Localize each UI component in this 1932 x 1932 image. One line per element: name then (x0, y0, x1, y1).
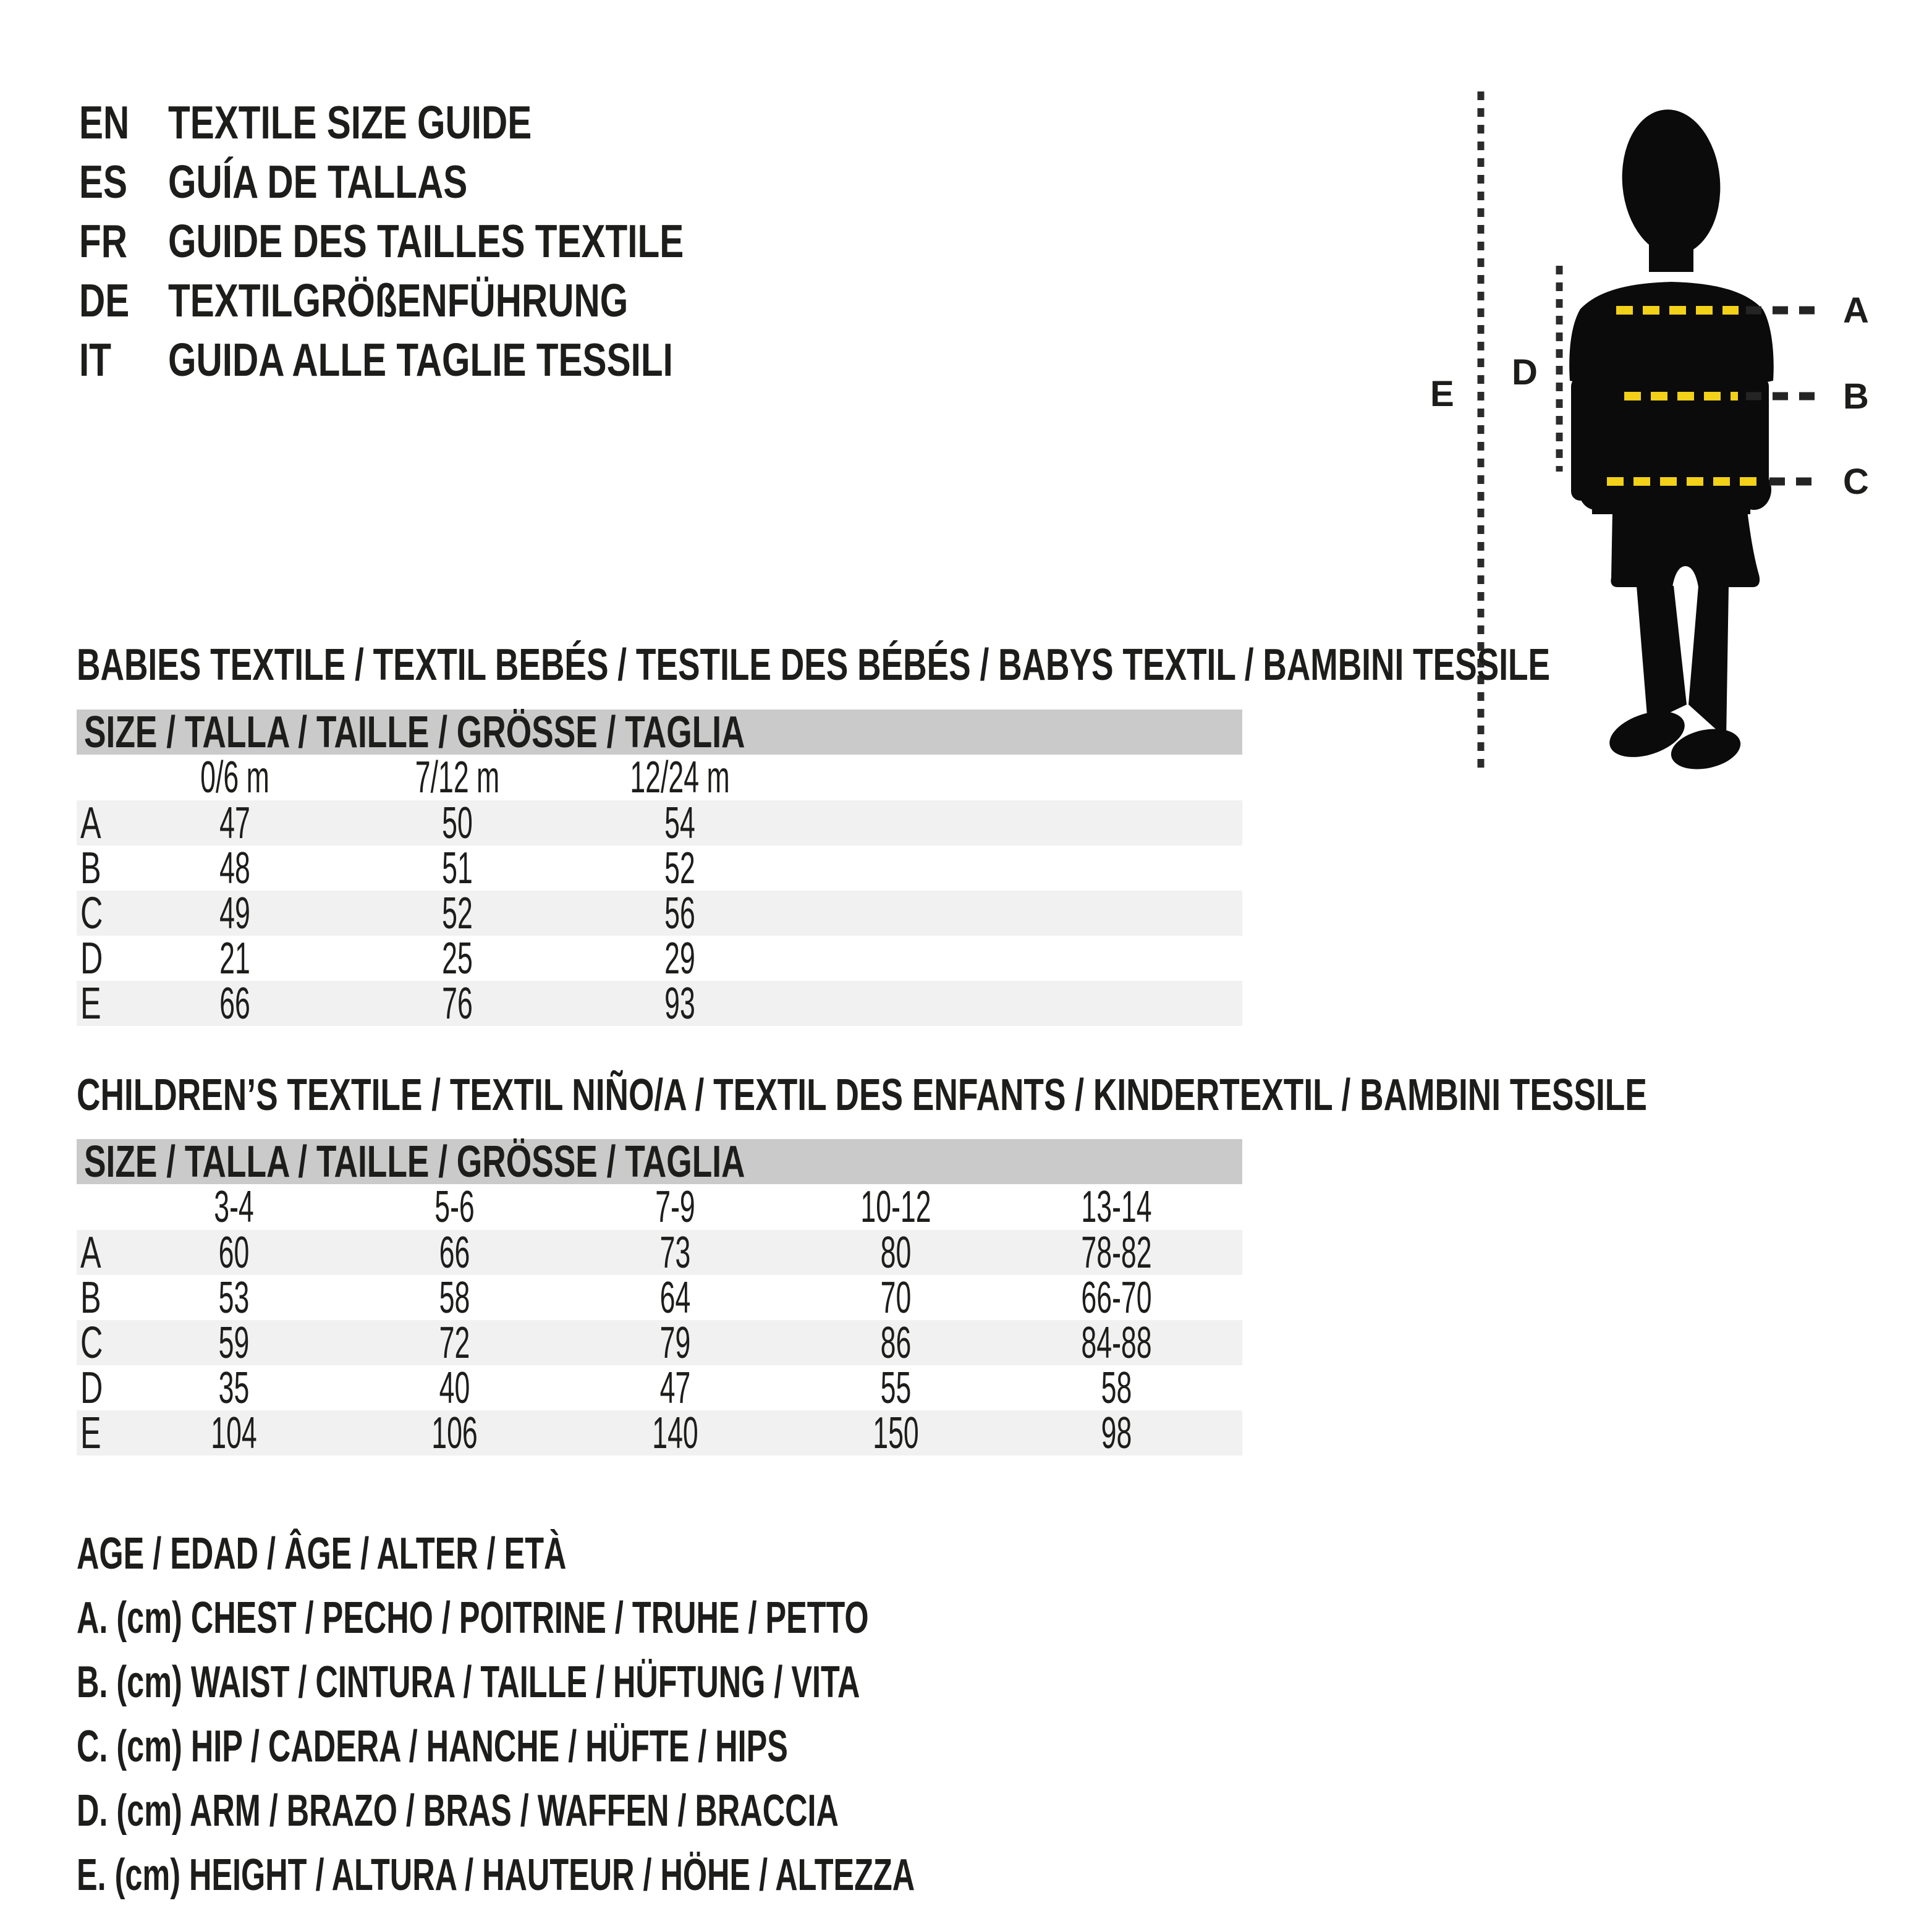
language-title: GUIDA ALLE TAGLIE TESSILI (168, 334, 673, 386)
column-header: 5-6 (434, 1182, 475, 1232)
table-cell: 60 (218, 1227, 250, 1277)
language-row-it (79, 330, 673, 389)
table-cell: 48 (219, 843, 250, 893)
table-cell: 54 (664, 798, 695, 848)
babies-table-header (77, 707, 1242, 757)
column-header: 7/12 m (415, 753, 500, 802)
table-cell: 140 (652, 1408, 698, 1458)
table-cell: 106 (431, 1408, 478, 1458)
table-cell: 52 (664, 843, 695, 893)
table-cell: 86 (880, 1318, 912, 1368)
table-cell: 59 (218, 1318, 250, 1368)
figure-label-e: E (1430, 374, 1454, 414)
table-cell: 25 (442, 933, 473, 983)
babies-section-heading (77, 640, 1932, 690)
column-header: 10-12 (860, 1182, 931, 1232)
table-cell: 78-82 (1081, 1227, 1152, 1277)
language-title: GUÍA DE TALLAS (168, 156, 468, 208)
table-row (77, 1273, 1242, 1323)
language-code: FR (79, 215, 127, 267)
figure-label-c: C (1843, 462, 1869, 502)
table-cell: 50 (442, 798, 473, 848)
size-header-text: SIZE / TALLA / TAILLE / GRÖSSE / TAGLIA (84, 707, 745, 757)
table-cell: 52 (442, 888, 473, 938)
table-cell: 47 (219, 798, 250, 848)
table-cell: 64 (659, 1273, 691, 1323)
legend-line-chest: A. (cm) CHEST / PECHO / POITRINE / TRUHE / PETTO (77, 1593, 869, 1643)
language-code: ES (79, 156, 128, 208)
row-label: B (80, 1273, 101, 1323)
table-cell: 70 (880, 1273, 912, 1323)
legend-line-waist: B. (cm) WAIST / CINTURA / TAILLE / HÜFTUNG / VITA (77, 1658, 860, 1707)
row-label: A (80, 1227, 101, 1277)
table-cell: 56 (664, 888, 695, 938)
figure-label-b: B (1843, 376, 1869, 417)
table-cell: 93 (664, 978, 695, 1028)
legend-line-age: AGE / EDAD / ÂGE / ALTER / ETÀ (77, 1529, 567, 1578)
size-header-text: SIZE / TALLA / TAILLE / GRÖSSE / TAGLIA (84, 1137, 745, 1187)
table-cell: 53 (218, 1273, 250, 1323)
table-cell: 49 (219, 888, 250, 938)
column-header: 3-4 (214, 1182, 254, 1232)
figure-label-d: D (1512, 352, 1538, 392)
children-section-heading (77, 1070, 1932, 1120)
language-list (79, 93, 684, 389)
measure-legend (77, 1522, 1274, 1907)
children-size-table (77, 1137, 1242, 1458)
table-row (77, 1318, 1242, 1368)
language-row-en (79, 93, 532, 152)
table-row (77, 798, 1242, 848)
table-cell: 21 (219, 933, 250, 983)
table-cell: 66 (219, 978, 250, 1028)
legend-line-arm: D. (cm) ARM / BRAZO / BRAS / WAFFEN / BRACCIA (77, 1786, 839, 1836)
table-row (77, 1227, 1242, 1277)
language-title: GUIDE DES TAILLES TEXTILE (168, 215, 684, 267)
table-row (77, 888, 1242, 938)
table-row (77, 933, 1242, 983)
table-cell: 80 (880, 1227, 912, 1277)
column-header: 13-14 (1081, 1182, 1152, 1232)
table-cell: 73 (659, 1227, 691, 1277)
table-cell: 150 (873, 1408, 919, 1458)
children-column-headers (77, 1184, 1242, 1230)
table-cell: 104 (211, 1408, 257, 1458)
table-cell: 40 (439, 1363, 470, 1413)
row-label: D (80, 933, 103, 983)
language-title: TEXTILGRÖßENFÜHRUNG (168, 274, 629, 326)
row-label: A (80, 798, 101, 848)
table-cell: 76 (442, 978, 473, 1028)
table-cell: 98 (1101, 1408, 1132, 1458)
row-label: C (80, 888, 103, 938)
table-cell: 47 (659, 1363, 691, 1413)
babies-size-table (77, 707, 1242, 1028)
language-code: IT (79, 334, 111, 386)
language-title: TEXTILE SIZE GUIDE (168, 96, 532, 148)
language-code: DE (79, 274, 130, 326)
language-row-fr (79, 211, 684, 271)
babies-column-headers (77, 755, 1242, 800)
column-header: 0/6 m (200, 753, 269, 802)
table-cell: 58 (1101, 1363, 1132, 1413)
table-row (77, 845, 1242, 891)
language-code: EN (79, 96, 130, 148)
table-row (77, 1408, 1242, 1458)
row-label: B (80, 843, 101, 893)
column-header: 7-9 (655, 1182, 695, 1232)
table-cell: 72 (439, 1318, 470, 1368)
table-cell: 66-70 (1081, 1273, 1152, 1323)
table-cell: 79 (659, 1318, 691, 1368)
language-row-es (79, 152, 468, 211)
table-row (77, 978, 1242, 1028)
column-header: 12/24 m (630, 753, 730, 802)
children-table-header (77, 1137, 1242, 1187)
babies-heading-text: BABIES TEXTILE / TEXTIL BEBÉS / TESTILE DES BÉBÉS / BABYS TEXTIL / BAMBINI TESSILE (77, 640, 1551, 690)
table-cell: 35 (218, 1363, 250, 1413)
table-cell: 84-88 (1081, 1318, 1152, 1368)
table-cell: 66 (439, 1227, 470, 1277)
legend-line-hip: C. (cm) HIP / CADERA / HANCHE / HÜFTE / HIPS (77, 1722, 788, 1771)
table-cell: 51 (442, 843, 473, 893)
figure-label-a: A (1843, 290, 1869, 331)
row-label: E (80, 978, 101, 1028)
table-cell: 58 (439, 1273, 470, 1323)
row-label: E (80, 1408, 101, 1458)
table-cell: 55 (880, 1363, 912, 1413)
language-row-de (79, 271, 629, 330)
table-row (77, 1363, 1242, 1413)
row-label: D (80, 1363, 103, 1413)
row-label: C (80, 1318, 103, 1368)
table-cell: 29 (664, 933, 695, 983)
legend-line-height: E. (cm) HEIGHT / ALTURA / HAUTEUR / HÖHE / ALTEZZA (77, 1850, 915, 1900)
children-heading-text: CHILDREN’S TEXTILE / TEXTIL NIÑO/A / TEXTIL DES ENFANTS / KINDERTEXTIL / BAMBINI TESSILE (77, 1070, 1647, 1120)
